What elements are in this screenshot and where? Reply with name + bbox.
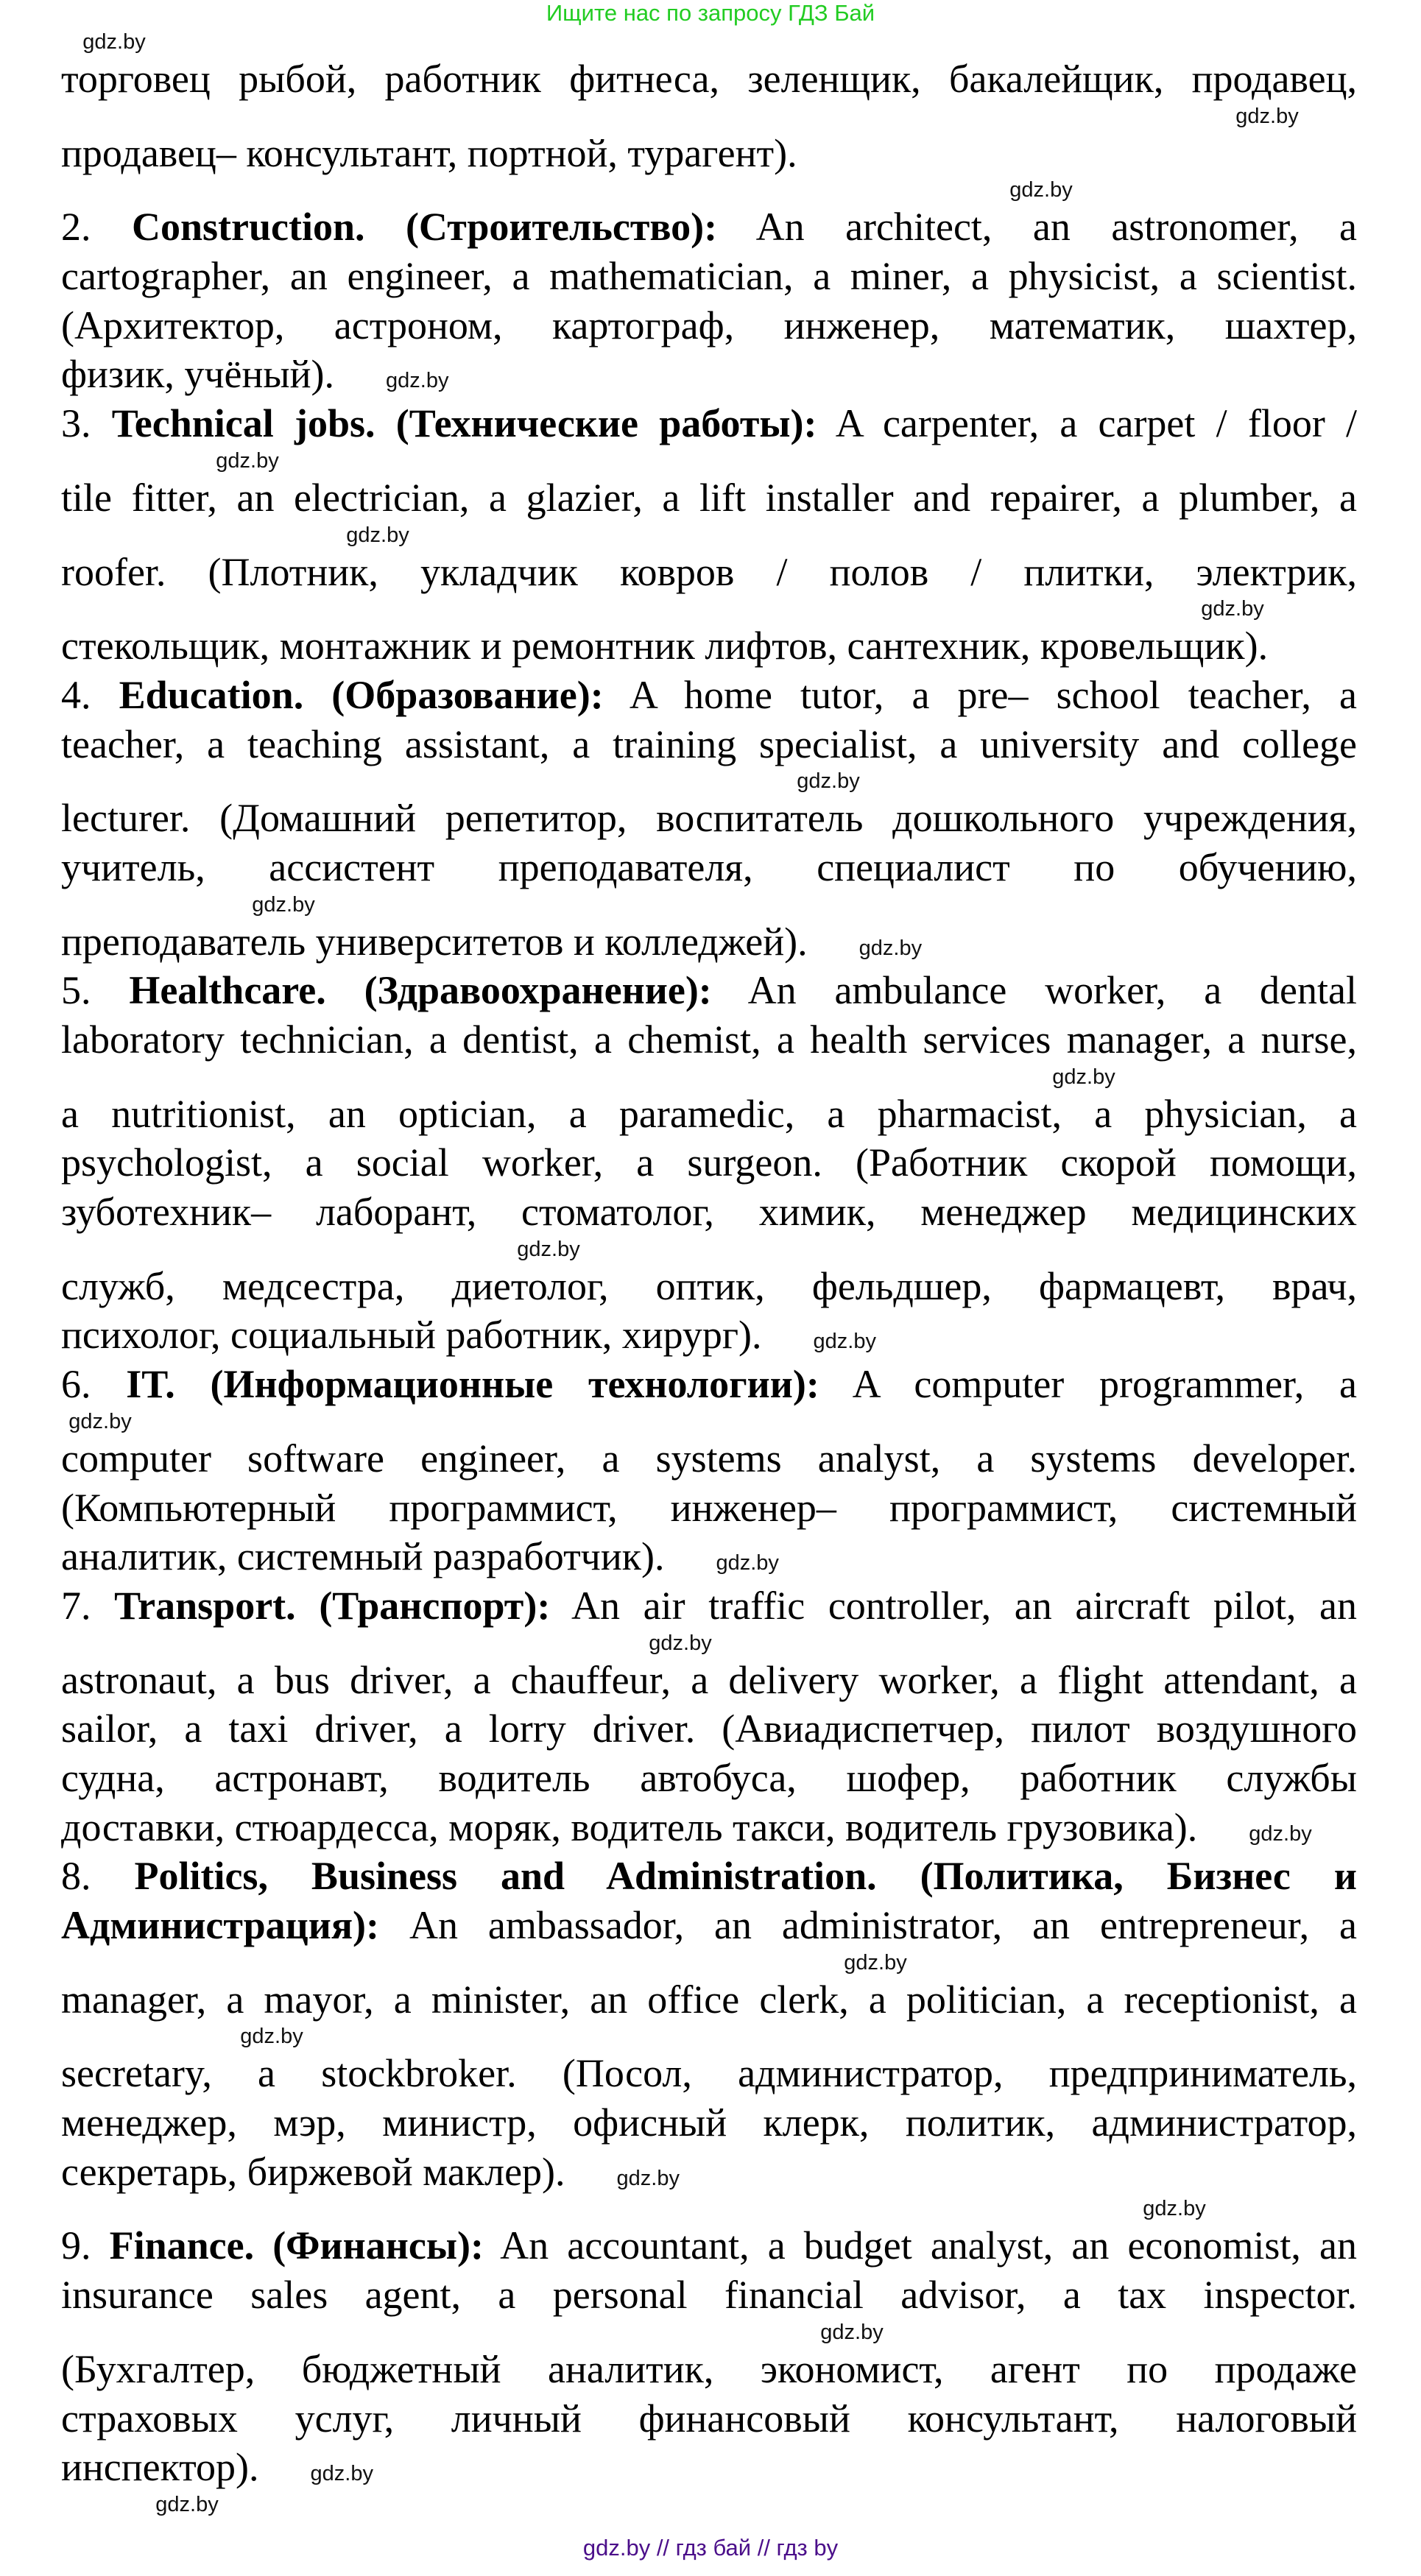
paragraph: [61, 2221, 1357, 2516]
text-segment: зуботехник– лаборант, стоматолог, химик, менеджер медицинских: [61, 1190, 1357, 1235]
section-heading: Transport. (Транспорт):: [114, 1583, 551, 1628]
text-line: [61, 917, 1357, 967]
text-segment: торговец рыбой, работник фитнеса, зеленщик, бакалейщик, продавец,: [61, 57, 1357, 101]
text-segment: An ambulance worker, a dental: [711, 968, 1357, 1013]
text-line: [61, 473, 1357, 523]
text-line: [61, 1704, 1357, 1754]
text-line: [61, 2049, 1357, 2098]
text-segment: computer software engineer, a systems analyst, a systems developer.: [61, 1436, 1357, 1481]
text-line: [61, 1138, 1357, 1188]
text-segment: A home tutor, a pre– school teacher, a: [603, 672, 1358, 717]
text-line: [61, 54, 1357, 104]
paragraph: [61, 1581, 1357, 1852]
watermark-row: [61, 177, 1357, 202]
text-line: [61, 1310, 1357, 1360]
watermark: gdz.by: [1143, 2197, 1206, 2221]
watermark-row: [61, 1631, 1357, 1656]
text-line: [61, 2394, 1357, 2443]
document-body: [61, 29, 1357, 2517]
search-hint-banner: Ищите нас по запросу ГДЗ Бай: [546, 0, 875, 26]
text-segment: (Бухгалтер, бюджетный аналитик, экономист, агент по продаже: [61, 2346, 1357, 2391]
text-segment: An ambassador, an administrator, an entrepreneur, a: [379, 1903, 1357, 1947]
text-segment: аналитик, системный разработчик).: [61, 1534, 665, 1579]
text-line: [61, 1434, 1357, 1483]
text-line: [61, 548, 1357, 597]
watermark: gdz.by: [858, 936, 923, 960]
watermark: gdz.by: [346, 523, 409, 547]
text-line: [61, 1090, 1357, 1139]
text-segment: учитель, ассистент преподавателя, специалист по обучению,: [61, 844, 1357, 889]
text-line: [61, 1975, 1357, 2025]
watermark: gdz.by: [616, 2166, 680, 2190]
watermark: gdz.by: [813, 1330, 876, 1354]
text-line: [61, 720, 1357, 769]
watermark-row: [61, 2024, 1357, 2049]
text-line: [61, 621, 1357, 671]
text-line: [61, 671, 1357, 720]
watermark: gdz.by: [1249, 1821, 1312, 1846]
watermark: gdz.by: [386, 369, 449, 393]
watermark: gdz.by: [1009, 178, 1073, 202]
text-segment: tile fitter, an electrician, a glazier, a lift installer and repairer, a plumber, a: [61, 475, 1357, 520]
text-line: [61, 399, 1357, 448]
watermark-row: [61, 1950, 1357, 1975]
text-segment: cartographer, an engineer, a mathematician, a miner, a physicist, a scientist.: [61, 254, 1357, 299]
text-segment: secretary, a stockbroker. (Посол, администратор, предприниматель,: [61, 2051, 1357, 2096]
text-segment: A carpenter, a carpet / floor /: [817, 401, 1358, 446]
text-segment: психолог, социальный работник, хирург).: [61, 1313, 762, 1358]
text-segment: laboratory technician, a dentist, a chemist, a health services manager, a nurse,: [61, 1017, 1357, 1062]
text-segment: sailor, a taxi driver, a lorry driver. (Авиадиспетчер, пилот воздушного: [61, 1707, 1357, 1751]
text-segment: manager, a mayor, a minister, an office clerk, a politician, a receptionist, a: [61, 1977, 1357, 2022]
text-segment: преподаватель университетов и колледжей).: [61, 919, 808, 964]
text-segment: (Компьютерный программист, инженер– программист, системный: [61, 1485, 1357, 1530]
text-segment: менеджер, мэр, министр, офисный клерк, политик, администратор,: [61, 2100, 1357, 2145]
watermark: gdz.by: [310, 2462, 373, 2486]
watermark-row: [61, 892, 1357, 917]
text-line: [61, 1483, 1357, 1533]
watermark-row: [61, 769, 1357, 794]
text-segment: A computer programmer, a: [819, 1362, 1358, 1407]
watermark: gdz.by: [1052, 1065, 1115, 1089]
watermark: gdz.by: [216, 448, 279, 473]
text-line: [61, 2345, 1357, 2394]
text-line: [61, 2221, 1357, 2270]
text-line: [61, 1360, 1357, 1409]
text-line: [61, 301, 1357, 350]
paragraph: [61, 966, 1357, 1360]
text-line: [61, 1656, 1357, 1705]
watermark: gdz.by: [517, 1237, 580, 1261]
text-segment: a nutritionist, an optician, a paramedic, a pharmacist, a physician, a: [61, 1091, 1357, 1136]
paragraph: [61, 1852, 1357, 2221]
text-segment: An architect, an astronomer, a: [717, 205, 1358, 250]
watermark-row: [61, 104, 1357, 129]
text-segment: 7.: [61, 1583, 115, 1628]
text-segment: страховых услуг, личный финансовый консультант, налоговый: [61, 2396, 1357, 2441]
text-segment: lecturer. (Домашний репетитор, воспитатель дошкольного учреждения,: [61, 796, 1357, 841]
text-line: [61, 1262, 1357, 1311]
watermark-row: [61, 1065, 1357, 1090]
text-line: [61, 2270, 1357, 2320]
text-segment: физик, учёный).: [61, 352, 335, 397]
text-line: [61, 1188, 1357, 1237]
section-heading: Finance. (Финансы):: [109, 2223, 484, 2268]
text-segment: 3.: [61, 401, 112, 446]
watermark-row: [61, 1409, 1357, 1434]
text-line: [61, 1015, 1357, 1065]
watermark: gdz.by: [649, 1631, 712, 1655]
watermark: gdz.by: [82, 30, 146, 54]
text-segment: 8.: [61, 1854, 135, 1899]
text-segment: 6.: [61, 1362, 127, 1407]
watermark: gdz.by: [252, 892, 315, 917]
watermark-row: [61, 523, 1357, 548]
section-heading: IT. (Информационные технологии):: [126, 1362, 819, 1407]
paragraph: [61, 54, 1357, 202]
watermark: gdz.by: [797, 769, 860, 794]
text-line: [61, 966, 1357, 1015]
text-segment: (Архитектор, астроном, картограф, инженер, математик, шахтер,: [61, 303, 1357, 347]
watermark-row: [61, 29, 1357, 54]
section-heading: Education. (Образование):: [119, 672, 604, 717]
text-segment: insurance sales agent, a personal financial advisor, a tax inspector.: [61, 2273, 1357, 2318]
section-heading: Politics, Business and Administration. (Политика, Бизнес и: [134, 1854, 1357, 1899]
paragraph: [61, 202, 1357, 399]
watermark: gdz.by: [68, 1409, 132, 1433]
text-segment: судна, астронавт, водитель автобуса, шофер, работник службы: [61, 1755, 1357, 1800]
section-heading: Healthcare. (Здравоохранение):: [129, 968, 712, 1013]
text-line: [61, 843, 1357, 892]
text-segment: инспектор).: [61, 2445, 259, 2490]
text-segment: продавец– консультант, портной, турагент).: [61, 130, 797, 175]
watermark: gdz.by: [1235, 104, 1299, 128]
watermark: gdz.by: [844, 1950, 907, 1975]
text-segment: An air traffic controller, an aircraft pilot, an: [550, 1583, 1357, 1628]
text-segment: служб, медсестра, диетолог, оптик, фельдшер, фармацевт, врач,: [61, 1263, 1357, 1308]
text-segment: доставки, стюардесса, моряк, водитель такси, водитель грузовика).: [61, 1804, 1198, 1849]
watermark: gdz.by: [240, 2025, 303, 2049]
text-segment: секретарь, биржевой маклер).: [61, 2149, 565, 2194]
text-line: [61, 1852, 1357, 1901]
text-segment: psychologist, a social worker, a surgeon. (Работник скорой помощи,: [61, 1140, 1357, 1185]
text-line: [61, 1532, 1357, 1581]
text-line: [61, 129, 1357, 178]
watermark: gdz.by: [155, 2492, 219, 2516]
footer-site-links: gdz.by // гдз бай // гдз by: [582, 2534, 839, 2561]
text-segment: 4.: [61, 672, 119, 717]
text-line: [61, 2148, 1357, 2197]
paragraph: [61, 399, 1357, 671]
text-segment: стекольщик, монтажник и ремонтник лифтов, сантехник, кровельщик).: [61, 624, 1269, 668]
watermark-row: [61, 2492, 1357, 2517]
section-heading: Администрация):: [61, 1903, 380, 1947]
watermark-row: [61, 2196, 1357, 2221]
watermark: gdz.by: [820, 2320, 884, 2344]
paragraph: [61, 671, 1357, 966]
text-line: [61, 350, 1357, 399]
text-segment: teacher, a teaching assistant, a training specialist, a university and college: [61, 721, 1357, 766]
watermark-row: [61, 1237, 1357, 1262]
text-line: [61, 1803, 1357, 1852]
text-line: [61, 1581, 1357, 1631]
text-line: [61, 202, 1357, 252]
watermark-row: [61, 2320, 1357, 2345]
section-heading: Construction. (Строительство):: [131, 205, 718, 250]
text-segment: 5.: [61, 968, 130, 1013]
text-segment: roofer. (Плотник, укладчик ковров / полов / плитки, электрик,: [61, 549, 1357, 594]
watermark: gdz.by: [716, 1551, 779, 1575]
text-segment: An accountant, a budget analyst, an economist, an: [484, 2223, 1357, 2268]
text-segment: 2.: [61, 205, 132, 250]
text-line: [61, 2098, 1357, 2148]
text-line: [61, 794, 1357, 843]
paragraph: [61, 1360, 1357, 1581]
text-line: [61, 1901, 1357, 1950]
text-line: [61, 1754, 1357, 1803]
text-segment: astronaut, a bus driver, a chauffeur, a delivery worker, a flight attendant, a: [61, 1657, 1357, 1702]
text-segment: 9.: [61, 2223, 110, 2268]
section-heading: Technical jobs. (Технические работы):: [111, 401, 817, 446]
watermark-row: [61, 596, 1357, 621]
text-line: [61, 252, 1357, 301]
text-line: [61, 2443, 1357, 2492]
watermark-row: [61, 448, 1357, 473]
watermark: gdz.by: [1201, 597, 1264, 621]
